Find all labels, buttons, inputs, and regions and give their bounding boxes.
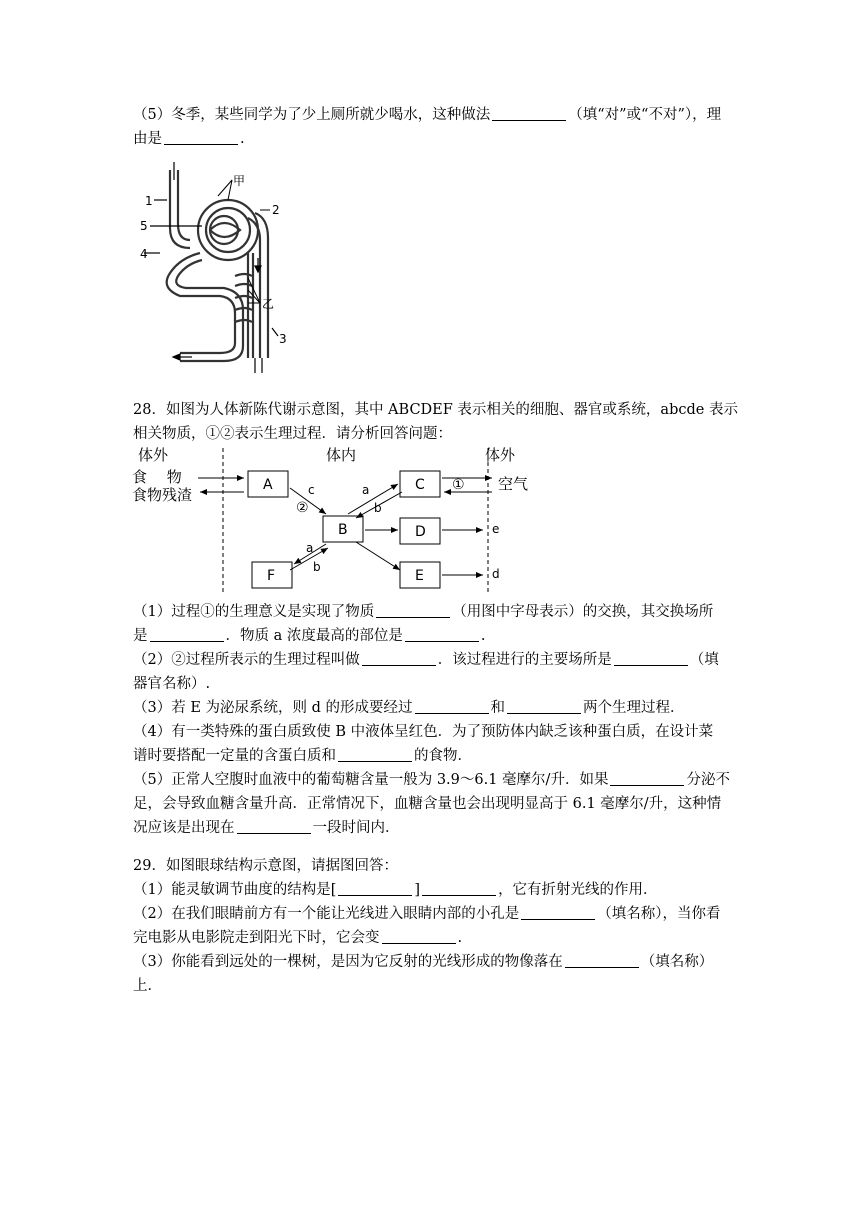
label-air: 空气	[498, 475, 529, 493]
q28-text: 分泌不	[686, 772, 730, 788]
q28-p5-line2	[133, 795, 721, 813]
box-f-label: F	[267, 568, 276, 584]
q29-text: ]	[414, 882, 421, 898]
label-b-1: b	[374, 501, 382, 515]
q28-intro-line1	[133, 401, 738, 419]
q29-p3-line1	[133, 953, 713, 971]
q28-text: （3）若 E 为泌尿系统，则 d 的形成要经过	[133, 700, 413, 716]
heading-outside-left: 体外	[138, 446, 169, 464]
q29-text: （3）你能看到远处的一棵树，是因为它反射的光线形成的物像落在	[133, 954, 563, 970]
circle-1: ①	[452, 477, 465, 493]
label-5: 5	[140, 219, 148, 233]
q28-text: 两个生理过程．	[583, 700, 685, 716]
answer-blank[interactable]	[338, 747, 412, 762]
q28-text: ．物质 a 浓度最高的部位是	[225, 628, 403, 644]
box-b-label: B	[338, 522, 348, 538]
label-food-waste: 食物残渣	[132, 486, 193, 504]
q28-text: 的食物．	[414, 748, 472, 764]
q29-text: （填名称），当你看	[597, 906, 721, 922]
q28-p1-line1	[133, 603, 713, 621]
q28-p5-line3	[133, 819, 400, 837]
q28-text: （5）正常人空腹时血液中的葡萄糖含量一般为 3.9～6.1 毫摩尔/升．如果	[133, 772, 609, 788]
answer-blank[interactable]	[565, 953, 639, 968]
q29-text: （1）能灵敏调节曲度的结构是[	[133, 882, 337, 898]
answer-blank[interactable]	[338, 881, 412, 896]
answer-blank[interactable]	[164, 130, 238, 145]
q29-text: .	[457, 930, 463, 946]
answer-blank[interactable]	[415, 699, 489, 714]
q28-text: 谱时要搭配一定量的含蛋白质和	[133, 748, 336, 764]
answer-blank[interactable]	[492, 106, 566, 121]
q29-p2-line2	[133, 929, 462, 947]
label-c: c	[308, 483, 315, 497]
label-3: 3	[279, 332, 287, 346]
q28-text: （填	[689, 652, 719, 668]
answer-blank[interactable]	[614, 651, 688, 666]
q28-text: 器官名称）.	[133, 676, 211, 692]
answer-blank[interactable]	[376, 603, 450, 618]
q29-text: ，它有折射光线的作用．	[498, 882, 658, 898]
answer-blank[interactable]	[382, 929, 456, 944]
q28-text: （用图中字母表示）的交换，其交换场所	[452, 604, 714, 620]
label-a-2: a	[306, 541, 314, 555]
q27-line1	[133, 106, 721, 124]
q28-text: ．该过程进行的主要场所是	[437, 652, 612, 668]
label-b-2: b	[313, 560, 321, 574]
label-2: 2	[272, 203, 280, 217]
q28-text: （2）②过程所表示的生理过程叫做	[133, 652, 360, 668]
q28-p4-line1	[133, 723, 713, 741]
q28-text: （4）有一类特殊的蛋白质致使 B 中液体呈红色．为了预防体内缺乏该种蛋白质，在设计菜	[133, 724, 714, 740]
answer-blank[interactable]	[237, 819, 311, 834]
box-a-label: A	[263, 477, 273, 493]
label-jia: 甲	[233, 174, 246, 188]
label-1: 1	[145, 194, 153, 208]
q29-text: （填名称）	[640, 954, 714, 970]
q29-text: 完电影从电影院走到阳光下时，它会变	[133, 930, 380, 946]
q28-text: 一段时间内．	[312, 820, 400, 836]
heading-inside: 体内	[326, 446, 357, 464]
nephron-diagram	[140, 158, 290, 373]
q28-text: 况应该是出现在	[133, 820, 235, 836]
label-4: 4	[140, 247, 148, 261]
q28-p3	[133, 699, 685, 717]
circle-2: ②	[296, 500, 309, 516]
box-e-label: E	[415, 568, 424, 584]
answer-blank[interactable]	[150, 627, 224, 642]
q28-p4-line2	[133, 747, 472, 765]
q28-text: .	[480, 628, 486, 644]
label-a-1: a	[362, 483, 370, 497]
q28-text: 是	[133, 628, 148, 644]
label-e: e	[492, 522, 500, 536]
answer-blank[interactable]	[362, 651, 436, 666]
q29-text: 29．如图眼球结构示意图，请据图回答：	[133, 858, 398, 874]
q28-p2-line1	[133, 651, 719, 669]
heading-outside-right: 体外	[485, 446, 516, 464]
q28-intro-line2	[133, 425, 452, 443]
q28-text: 足，会导致血糖含量升高．正常情况下，血糖含量也会出现明显高于 6.1 毫摩尔/升，这种情	[133, 796, 722, 812]
metabolism-diagram	[128, 444, 548, 596]
q28-text: 28．如图为人体新陈代谢示意图，其中 ABCDEF 表示相关的细胞、器官或系统，abcde 表示	[133, 402, 738, 418]
answer-blank[interactable]	[521, 905, 595, 920]
q27-text: 由是	[133, 131, 162, 147]
label-food: 食 物	[132, 468, 182, 486]
q27-text: （5）冬季，某些同学为了少上厕所就少喝水，这种做法	[133, 107, 491, 123]
label-d: d	[492, 567, 500, 581]
answer-blank[interactable]	[610, 771, 684, 786]
answer-blank[interactable]	[405, 627, 479, 642]
q27-text: .	[240, 131, 245, 147]
q28-p1-line2	[133, 627, 485, 645]
answer-blank[interactable]	[507, 699, 581, 714]
q29-intro	[133, 857, 398, 875]
box-c-label: C	[415, 477, 425, 493]
q28-p2-line2	[133, 675, 210, 693]
q27-text: （填“对”或“不对”），理	[568, 107, 722, 123]
q29-p2-line1	[133, 905, 720, 923]
q29-p1	[133, 881, 658, 899]
q28-text: 和	[490, 700, 506, 716]
q29-text: 上．	[133, 978, 162, 994]
label-yi: 乙	[262, 297, 275, 311]
q27-line2	[133, 130, 245, 148]
answer-blank[interactable]	[422, 881, 496, 896]
q28-text: 相关物质，①②表示生理过程．请分析回答问题：	[133, 426, 452, 442]
box-d-label: D	[415, 524, 426, 540]
q29-text: （2）在我们眼睛前方有一个能让光线进入眼睛内部的小孔是	[133, 906, 520, 922]
q28-text: （1）过程①的生理意义是实现了物质	[133, 604, 375, 620]
q28-p5-line1	[133, 771, 730, 789]
q29-p3-line2	[133, 977, 162, 995]
